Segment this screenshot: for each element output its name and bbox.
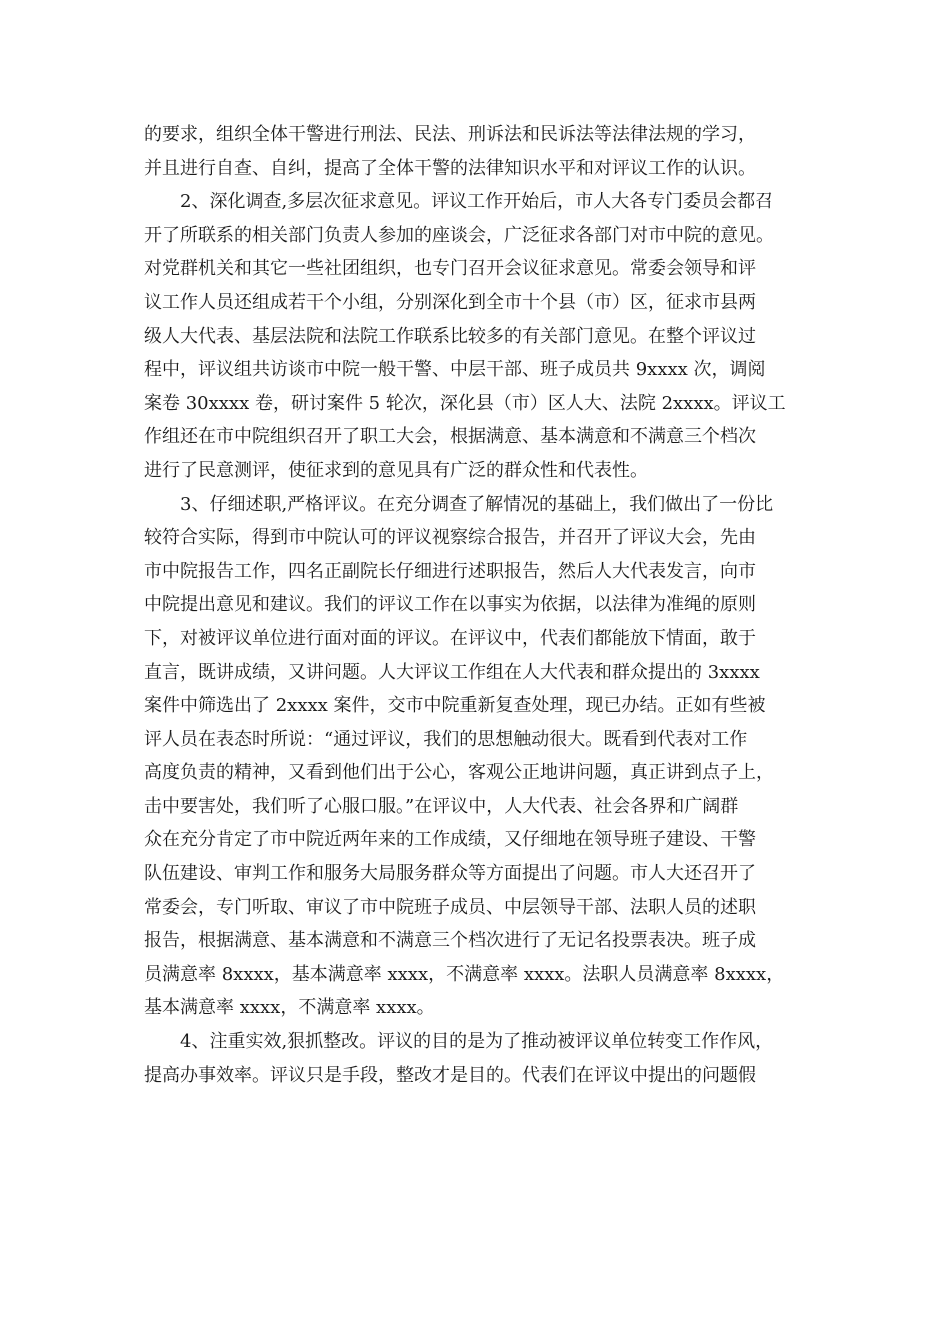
text-line: 开了所联系的相关部门负责人参加的座谈会，广泛征求各部门对市中院的意见。 — [144, 224, 774, 246]
text-line: 提高办事效率。评议只是手段，整改才是目的。代表们在评议中提出的问题假 — [144, 1064, 756, 1086]
text-line: 进行了民意测评，使征求到的意见具有广泛的群众性和代表性。 — [144, 459, 648, 481]
text-line: 程中，评议组共访谈市中院一般干警、中层干部、班子成员共 9xxxx 次，调阅 — [144, 359, 766, 381]
text-line: 案件中筛选出了 2xxxx 案件，交市中院重新复查处理，现已办结。正如有些被 — [144, 695, 766, 717]
text-line: 较符合实际，得到市中院认可的评议视察综合报告，并召开了评议大会，先由 — [144, 527, 756, 549]
paragraph-3-heading-line: 3、仔细述职,严格评议。在充分调查了解情况的基础上，我们做出了一份比 — [180, 493, 774, 515]
body-text — [144, 118, 804, 1092]
text-line: 评人员在表态时所说：“通过评议，我们的思想触动很大。既看到代表对工作 — [144, 728, 748, 750]
text-line: 级人大代表、基层法院和法院工作联系比较多的有关部门意见。在整个评议过 — [144, 325, 756, 347]
paragraph-2-heading-line: 2、深化调查,多层次征求意见。评议工作开始后，市人大各专门委员会都召 — [180, 191, 774, 213]
text-line: 众在充分肯定了市中院近两年来的工作成绩，又仔细地在领导班子建设、干警 — [144, 829, 756, 851]
text-line: 市中院报告工作，四名正副院长仔细进行述职报告，然后人大代表发言，向市 — [144, 560, 756, 582]
text-line: 基本满意率 xxxx，不满意率 xxxx。 — [144, 997, 435, 1019]
text-line: 员满意率 8xxxx，基本满意率 xxxx，不满意率 xxxx。法职人员满意率 8xxxx， — [144, 963, 785, 985]
text-line: 下，对被评议单位进行面对面的评议。在评议中，代表们都能放下情面，敢于 — [144, 627, 756, 649]
text-line: 议工作人员还组成若干个小组，分别深化到全市十个县（市）区，征求市县两 — [144, 291, 756, 313]
text-line: 直言，既讲成绩，又讲问题。人大评议工作组在人大代表和群众提出的 3xxxx — [144, 661, 760, 683]
text-line: 并且进行自查、自纠，提高了全体干警的法律知识水平和对评议工作的认识。 — [144, 157, 756, 179]
text-line: 击中要害处，我们听了心服口服。”在评议中，人大代表、社会各界和广阔群 — [144, 795, 739, 817]
text-line: 队伍建设、审判工作和服务大局服务群众等方面提出了问题。市人大还召开了 — [144, 863, 756, 885]
text-line: 对党群机关和其它一些社团组织，也专门召开会议征求意见。常委会领导和评 — [144, 258, 756, 280]
text-line: 的要求，组织全体干警进行刑法、民法、刑诉法和民诉法等法律法规的学习， — [144, 124, 756, 145]
text-line: 中院提出意见和建议。我们的评议工作在以事实为依据，以法律为准绳的原则 — [144, 594, 756, 616]
text-line: 报告，根据满意、基本满意和不满意三个档次进行了无记名投票表决。班子成 — [144, 930, 756, 952]
paragraph-4-heading-line: 4、注重实效,狠抓整改。评议的目的是为了推动被评议单位转变工作作风， — [180, 1031, 774, 1053]
text-line: 高度负责的精神，又看到他们出于公心，客观公正地讲问题，真正讲到点子上， — [144, 762, 774, 784]
text-line: 案卷 30xxxx 卷，研讨案件 5 轮次，深化县（市）区人大、法院 2xxxx。评议工 — [144, 392, 786, 414]
text-line: 作组还在市中院组织召开了职工大会，根据满意、基本满意和不满意三个档次 — [144, 426, 756, 448]
text-line: 常委会，专门听取、审议了市中院班子成员、中层领导干部、法职人员的述职 — [144, 896, 756, 918]
